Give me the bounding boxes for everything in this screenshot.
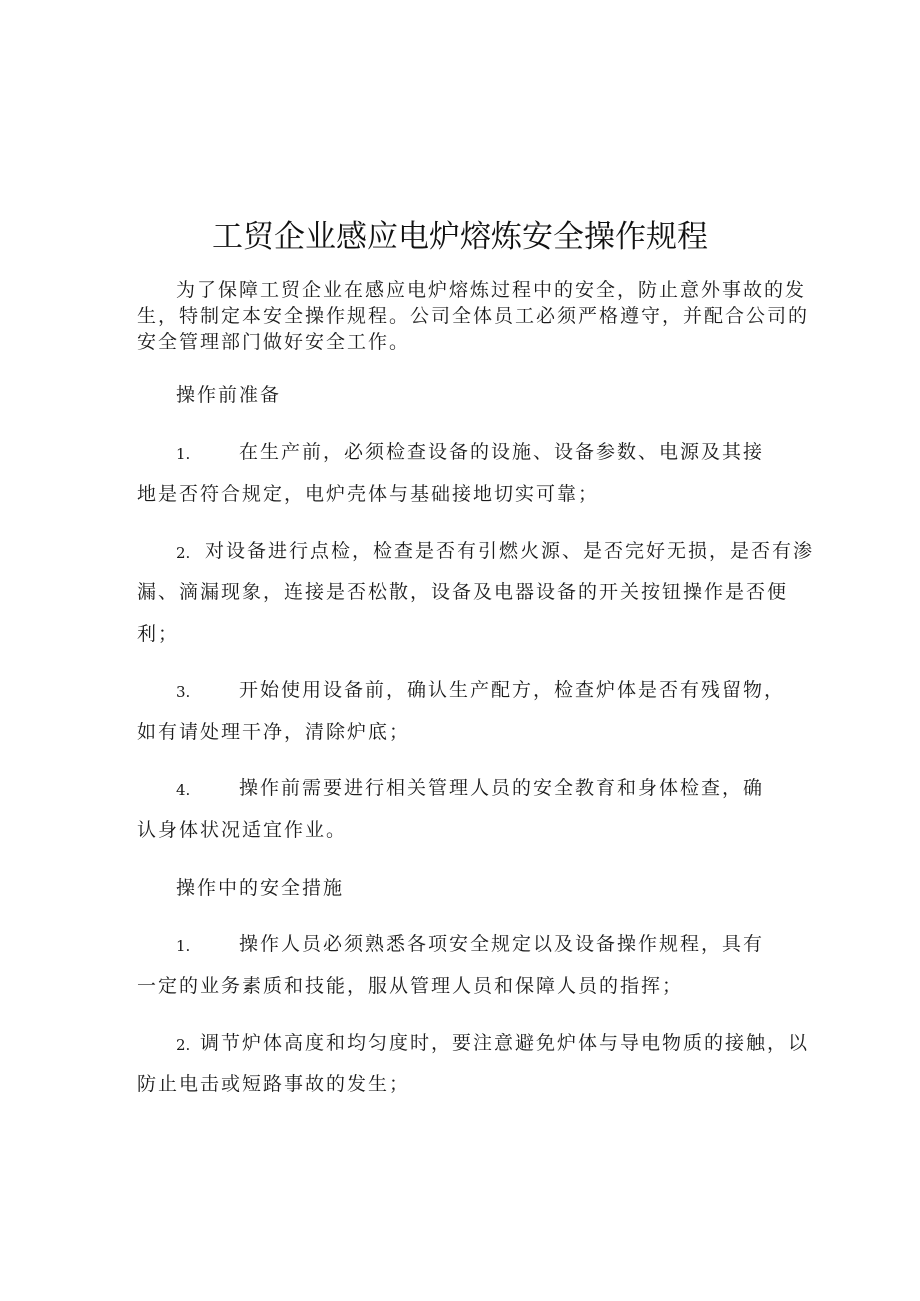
list-item-text: 在生产前，必须检查设备的设施、设备参数、电源及其接 xyxy=(239,441,765,463)
section-heading-safety-measures: 操作中的安全措施 xyxy=(176,877,345,899)
list-item-number: 2. xyxy=(176,1036,191,1054)
document-title: 工贸企业感应电炉熔炼安全操作规程 xyxy=(212,219,708,255)
list-item-text: 漏、滴漏现象，连接是否松散，设备及电器设备的开关按钮操作是否便 xyxy=(137,581,789,603)
list-item-text: 认身体状况适宜作业。 xyxy=(137,819,348,841)
list-item-text: 地是否符合规定，电炉壳体与基础接地切实可靠； xyxy=(137,483,600,505)
intro-line-2: 生，特制定本安全操作规程。公司全体员工必须严格遵守，并配合公司的 xyxy=(137,305,810,327)
list-item-number: 1. xyxy=(176,937,191,955)
list-item-text: 开始使用设备前，确认生产配方，检查炉体是否有残留物， xyxy=(239,679,786,701)
section-heading-preparation: 操作前准备 xyxy=(176,384,282,406)
list-item-number: 4. xyxy=(176,781,191,799)
list-item-text: 利； xyxy=(137,623,180,645)
list-item-text: 一定的业务素质和技能，服从管理人员和保障人员的指挥； xyxy=(137,975,684,997)
list-item-text: 如有请处理干净，清除炉底； xyxy=(137,721,411,743)
list-item-number: 2. xyxy=(176,544,191,562)
intro-line-3: 安全管理部门做好安全工作。 xyxy=(137,331,411,353)
intro-line-1: 为了保障工贸企业在感应电炉熔炼过程中的安全，防止意外事故的发 xyxy=(176,279,807,301)
list-item-text: 操作前需要进行相关管理人员的安全教育和身体检查，确 xyxy=(239,777,765,799)
list-item-number: 3. xyxy=(176,683,191,701)
list-item-text: 操作人员必须熟悉各项安全规定以及设备操作规程，具有 xyxy=(239,933,765,955)
list-item-text: 对设备进行点检，检查是否有引燃火源、是否完好无损，是否有渗 xyxy=(205,540,815,562)
list-item-number: 1. xyxy=(176,445,191,463)
list-item-text: 防止电击或短路事故的发生； xyxy=(137,1073,411,1095)
list-item-text: 调节炉体高度和均匀度时，要注意避免炉体与导电物质的接触，以 xyxy=(200,1032,810,1054)
